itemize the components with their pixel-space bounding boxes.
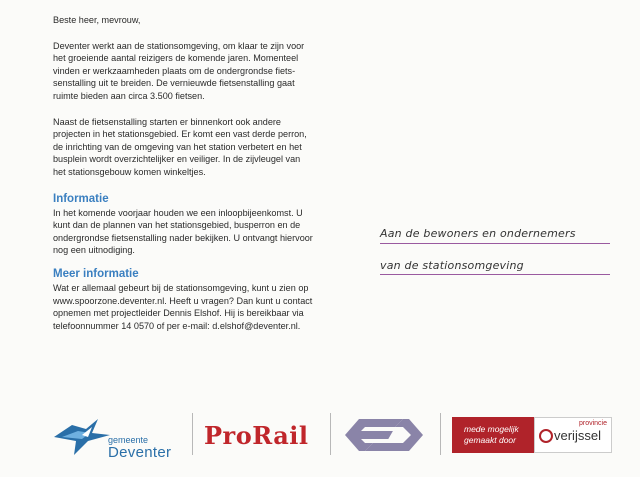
prorail-logo <box>204 421 308 450</box>
overijssel-logo <box>452 417 612 453</box>
logo-strip <box>0 405 640 467</box>
separator-3 <box>440 413 441 455</box>
mede-line-2: gemaakt door <box>464 435 516 445</box>
address-rule-1 <box>380 243 610 244</box>
provincie-box <box>534 417 612 453</box>
separator-2 <box>330 413 331 455</box>
separator-1 <box>192 413 193 455</box>
letter-body <box>53 14 315 345</box>
address-line-1: Aan de bewoners en ondernemers <box>380 227 576 240</box>
paragraph-projects: Naast de fietsenstalling starten er binnenkort ook andere projecten in het stationsgebied. Er komt een vast derde perron, de inrichting van de omgeving van het station verbetert en het busplein wordt overzichtelijker en veiliger. In de zijvleugel van het stationsgebouw komen winkeltjes. <box>53 116 307 177</box>
paragraph-informatie: In het komende voorjaar houden we een inloopbijeenkomst. U kunt dan de plannen van het stationsgebied, busperron en de ondergrondse fietsenstalling nader bekijken. U ontvangt hiervoor nog een uitnodiging. <box>53 207 313 256</box>
overijssel-o-icon <box>539 429 553 443</box>
provincie-small-text: provincie <box>578 420 607 427</box>
salutation: Beste heer, mevrouw, <box>53 15 141 25</box>
prorail-text: ProRail <box>204 421 309 450</box>
provincie-name-text: verijssel <box>554 428 601 443</box>
heading-informatie: Informatie <box>53 192 109 205</box>
address-rule-2 <box>380 274 610 275</box>
deventer-small-text: gemeente <box>108 435 149 445</box>
paragraph-meer-informatie: Wat er allemaal gebeurt bij de stationsomgeving, kunt u zien op www.spoorzone.deventer.nl. Heeft u vragen? Dan kunt u contact opnemen met projectleider Dennis Elshof. Hij is bereikbaar via telefoonnummer 14 0570 of per e-mail: d.elshof@deventer.nl. <box>53 282 313 331</box>
deventer-logo <box>52 413 187 461</box>
ns-logo <box>343 417 425 453</box>
deventer-big-text: Deventer <box>108 444 172 461</box>
heading-meer-informatie: Meer informatie <box>53 267 139 280</box>
mede-mogelijk-box <box>452 417 534 453</box>
address-line-2: van de stationsomgeving <box>380 259 524 272</box>
deventer-eagle-icon <box>52 415 112 457</box>
mede-line-1: mede mogelijk <box>464 424 519 434</box>
paragraph-intro: Deventer werkt aan de stationsomgeving, om klaar te zijn voor het groeiende aantal reizigers de komende jaren. Momenteel vinden er werkzaamheden plaats om de ondergrondse fietssenstalling uit te breiden. De vernieuwde fietsenstalling gaat ruimte bieden aan circa 3.500 fietsen. <box>53 40 305 101</box>
ns-logo-icon <box>343 417 425 453</box>
